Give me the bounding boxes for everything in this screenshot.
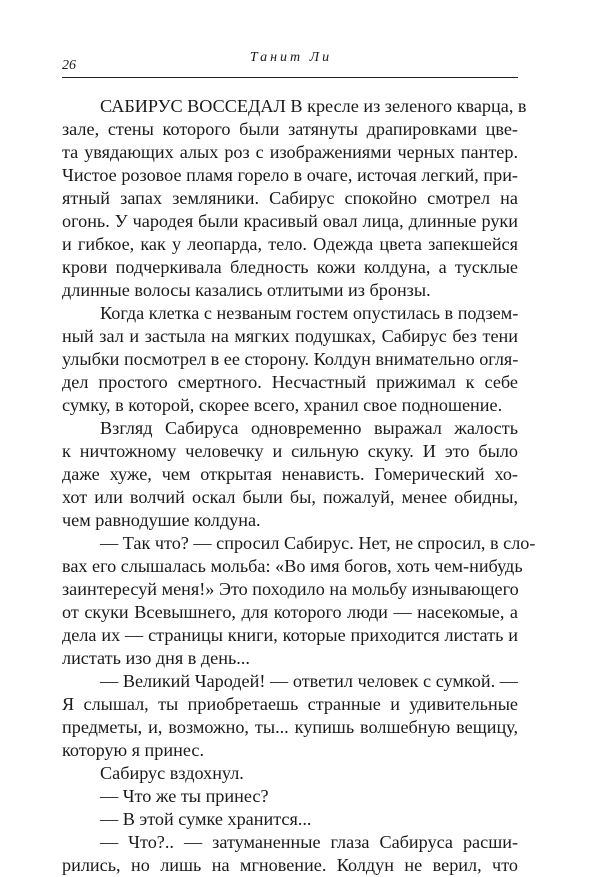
text-line: улыбки посмотрел в ее сторону. Колдун внимательно огля- (62, 349, 519, 369)
paragraph (62, 302, 518, 417)
text-line: от скуки Всевышнего, для которого люди — насекомые, а (62, 602, 518, 622)
text-line: Я слышал, ты приобретаешь странные и удивительные (62, 694, 518, 714)
text-line: ятный запах земляники. Сабирус спокойно смотрел на (62, 188, 518, 208)
text-line: к ничтожному человечку и сильную скуку. И это было (62, 441, 518, 461)
text-line: вах его слышалась мольба: «Во имя богов, хоть чем-нибудь (62, 556, 523, 576)
text-line: заинтересуй меня!» Это походило на мольбу изнывающего (62, 579, 519, 599)
text-line: рились, но лишь на мгновение. Колдун не верил, что (62, 855, 518, 875)
text-line: чем равнодушие колдуна. (62, 510, 261, 530)
text-line: даже хуже, чем открытая ненависть. Гомерический хо- (62, 464, 518, 484)
paragraph (62, 762, 518, 785)
text-line: и гибкое, как у леопарда, тело. Одежда цвета запекшейся (62, 234, 518, 254)
text-line: которую я принес. (62, 740, 205, 760)
text-line: — Что же ты принес? (100, 786, 269, 806)
text-line: САБИРУС ВОССЕДАЛ В кресле из зеленого кварца, в (100, 96, 527, 116)
text-line: предметы, и, возможно, ты... купишь волшебную вещицу, (62, 717, 518, 737)
text-line: — Так что? — спросил Сабирус. Нет, не спросил, в сло- (100, 533, 536, 553)
text-line: Сабирус вздохнул. (100, 763, 244, 783)
running-title: Танит Ли (249, 50, 333, 65)
page-number: 26 (62, 58, 76, 73)
text-line: ный зал и застыла на мягких подушках, Сабирус без тени (62, 326, 518, 346)
paragraph (62, 95, 527, 302)
paragraph (62, 670, 518, 762)
text-line: — Великий Чародей! — ответил человек с сумкой. — (100, 671, 518, 691)
header-rule (62, 77, 518, 78)
paragraph (62, 417, 518, 532)
paragraph (62, 532, 536, 670)
text-line: Чистое розовое пламя горело в очаге, источая легкий, при- (62, 165, 518, 185)
text-line: — Что?.. — затуманенные глаза Сабируса расши- (100, 832, 518, 852)
text-line: дела их — страницы книги, которые приходится листать и (62, 625, 518, 645)
text-line: крови подчеркивала бледность кожи колдуна, а тусклые (62, 257, 518, 277)
text-line: зале, стены которого были затянуты драпировками цве- (62, 119, 518, 139)
text-line: хот или волчий оскал были бы, пожалуй, менее обидны, (62, 487, 518, 507)
text-line: огонь. У чародея были красивый овал лица, длинные руки (62, 211, 518, 231)
text-line: Взгляд Сабируса одновременно выражал жалость (100, 418, 518, 438)
text-line: длинные волосы казались отлитыми из бронзы. (62, 280, 431, 300)
body-text (62, 95, 536, 877)
text-line: — В этой сумке хранится... (100, 809, 312, 829)
text-line: листать изо дня в день... (62, 648, 250, 668)
paragraph (62, 785, 518, 808)
text-line: сумку, в которой, скорее всего, хранил свое подношение. (62, 395, 503, 415)
paragraph (62, 831, 518, 877)
paragraph (62, 808, 518, 831)
text-line: дел простого смертного. Несчастный прижимал к себе (62, 372, 518, 392)
text-line: Когда клетка с незваным гостем опустилась в подзем- (100, 303, 519, 323)
running-header (62, 48, 520, 74)
text-line: та увядающих алых роз с изображениями черных пантер. (62, 142, 518, 162)
